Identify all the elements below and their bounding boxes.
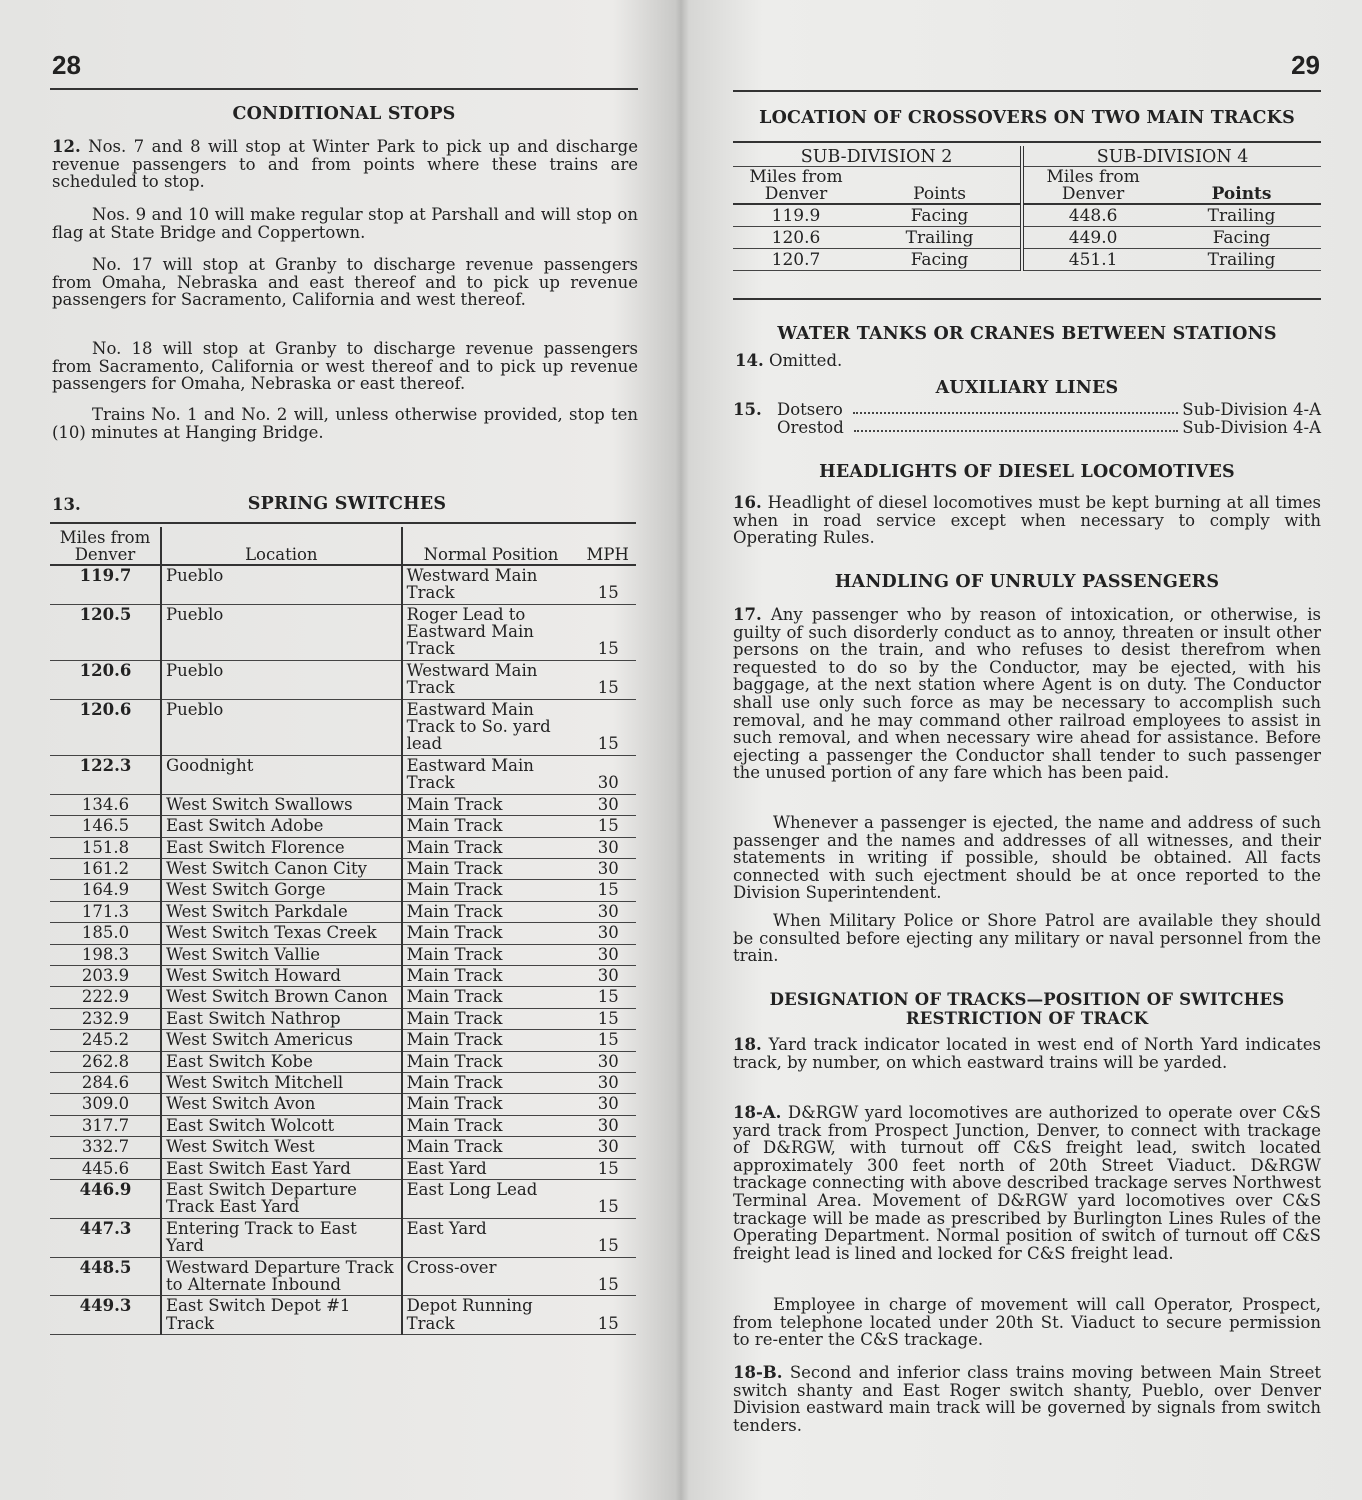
rule-17-paragraph-3: When Military Police or Shore Patrol are available they should be consulted before ejecting any military or naval personnel from the train.: [733, 911, 1321, 966]
normal-position-cell: Westward Main Track: [402, 660, 580, 699]
miles-cell: 449.3: [50, 1296, 161, 1335]
location-cell: West Switch Gorge: [161, 880, 402, 901]
location-cell: West Switch Vallie: [161, 944, 402, 965]
mph-cell: 15: [579, 1296, 636, 1335]
normal-position-cell: Main Track: [402, 794, 580, 815]
normal-position-cell: Main Track: [402, 1072, 580, 1093]
location-cell: East Switch East Yard: [161, 1158, 402, 1179]
miles-cell-sub2: 120.7: [733, 249, 859, 271]
miles-cell: 447.3: [50, 1218, 161, 1257]
table-row: [733, 227, 1321, 249]
location-cell: West Switch Brown Canon: [161, 987, 402, 1008]
miles-cell: 146.5: [50, 816, 161, 837]
mph-cell: 30: [579, 837, 636, 858]
location-cell: East Switch Adobe: [161, 816, 402, 837]
table-row: [50, 1072, 636, 1093]
points-cell-sub4: Facing: [1162, 227, 1321, 249]
miles-header-sub4: Miles from Denver: [1022, 167, 1162, 205]
normal-position-cell: Main Track: [402, 858, 580, 879]
table-row: [50, 858, 636, 879]
miles-cell: 232.9: [50, 1008, 161, 1029]
table-row: [733, 249, 1321, 271]
conditional-stops-heading: CONDITIONAL STOPS: [232, 104, 456, 124]
miles-cell: 120.6: [50, 660, 161, 699]
mph-cell: 30: [579, 1137, 636, 1158]
headlights-heading: HEADLIGHTS OF DIESEL LOCOMOTIVES: [819, 462, 1235, 482]
mph-cell: 30: [579, 965, 636, 986]
location-cell: West Switch Texas Creek: [161, 923, 402, 944]
normal-position-cell: Main Track: [402, 987, 580, 1008]
rule-12-paragraph-1: 12. Nos. 7 and 8 will stop at Winter Park to pick up and discharge revenue passengers to and from points where these trains are scheduled to stop.: [52, 137, 638, 192]
table-row: [50, 816, 636, 837]
normal-position-cell: Main Track: [402, 1094, 580, 1115]
rule-14-text: 14. Omitted.: [735, 351, 843, 370]
mph-cell: 30: [579, 1115, 636, 1136]
auxiliary-lines-heading: AUXILIARY LINES: [935, 378, 1119, 398]
crossover-bottom-rule: [733, 298, 1321, 300]
table-row: [50, 1115, 636, 1136]
location-cell: West Switch Howard: [161, 965, 402, 986]
mph-cell: 30: [579, 1072, 636, 1093]
crossovers-heading: LOCATION OF CROSSOVERS ON TWO MAIN TRACKS: [759, 108, 1295, 128]
mph-cell: 15: [579, 1008, 636, 1029]
mph-cell: 15: [579, 880, 636, 901]
miles-cell: 245.2: [50, 1030, 161, 1051]
table-row: [50, 1008, 636, 1029]
points-header-sub2: Points: [859, 167, 1022, 205]
miles-cell: 448.5: [50, 1257, 161, 1296]
col-position-header: Normal Position: [402, 527, 580, 565]
table-row: [50, 565, 636, 604]
miles-cell: 120.5: [50, 604, 161, 660]
miles-cell-sub4: 451.1: [1022, 249, 1162, 271]
rule-12-paragraph-3: No. 17 will stop at Granby to discharge revenue passengers from Omaha, Nebraska and east thereof and to pick up revenue passengers for Sacramento, California and west thereof.: [52, 255, 638, 310]
normal-position-cell: Main Track: [402, 837, 580, 858]
location-cell: East Switch Nathrop: [161, 1008, 402, 1029]
miles-cell-sub2: 119.9: [733, 204, 859, 227]
mph-cell: 30: [579, 794, 636, 815]
mph-cell: 15: [579, 1158, 636, 1179]
table-row: [50, 987, 636, 1008]
table-row: [50, 794, 636, 815]
table-top-rule: [50, 522, 636, 524]
col-location-header: Location: [161, 527, 402, 565]
miles-cell-sub4: 449.0: [1022, 227, 1162, 249]
normal-position-cell: Westward Main Track: [402, 565, 580, 604]
subdivision-header-row: [733, 146, 1321, 167]
location-cell: Entering Track to East Yard: [161, 1218, 402, 1257]
miles-cell: 284.6: [50, 1072, 161, 1093]
page-number: 29: [1291, 50, 1320, 80]
miles-cell: 119.7: [50, 565, 161, 604]
mph-cell: 15: [579, 987, 636, 1008]
miles-cell: 161.2: [50, 858, 161, 879]
location-cell: East Switch Kobe: [161, 1051, 402, 1072]
mph-cell: 15: [579, 660, 636, 699]
column-header-row: [733, 167, 1321, 205]
table-row: [50, 1180, 636, 1219]
normal-position-cell: Main Track: [402, 1008, 580, 1029]
rule-17-paragraph-2: Whenever a passenger is ejected, the name and address of such passenger and the names and addresses of all witnesses, and their statements in writing if possible, should be obtained. All facts connected with such ejectment should be at once reported to the Division Superintendent.: [733, 813, 1321, 903]
rule-12-paragraph-4: No. 18 will stop at Granby to discharge revenue passengers from Sacramento, California or west thereof and to pick up revenue passengers for Omaha, Nebraska or east thereof.: [52, 339, 638, 394]
miles-cell: 164.9: [50, 880, 161, 901]
col-mph-header: MPH: [579, 527, 636, 565]
points-cell-sub4: Trailing: [1162, 204, 1321, 227]
mph-cell: 15: [579, 699, 636, 755]
miles-cell: 332.7: [50, 1137, 161, 1158]
table-row: [50, 755, 636, 794]
auxiliary-line-orestod: Orestod Sub-Division 4-A: [777, 418, 1321, 437]
location-cell: East Switch Departure Track East Yard: [161, 1180, 402, 1219]
rule-18a-paragraph-2: Employee in charge of movement will call Operator, Prospect, from telephone located under 20th St. Viaduct to secure permission to re-enter the C&S trackage.: [733, 1295, 1321, 1350]
spring-switches-table: [50, 527, 636, 1335]
mph-cell: 30: [579, 858, 636, 879]
normal-position-cell: Eastward Main Track to So. yard lead: [402, 699, 580, 755]
normal-position-cell: Main Track: [402, 1137, 580, 1158]
rule-18a-paragraph-1: 18-A. D&RGW yard locomotives are authorized to operate over C&S yard track from Prospect Junction, Denver, to connect with trackage of D&RGW, with turnout off C&S freight lead, switch located approximately 300 feet north of 20th Street Viaduct. D&RGW trackage connecting with above described trackage serves Northwest Terminal Area. Movement of D&RGW yard locomotives over C&S trackage will be made as prescribed by Burlington Lines Rules of the Operating Department. Normal position of switch of turnout off C&S freight lead is lined and locked for C&S freight lead.: [733, 1103, 1321, 1263]
spring-switches-heading: SPRING SWITCHES: [247, 494, 447, 514]
table-row: [50, 923, 636, 944]
mph-cell: 15: [579, 1030, 636, 1051]
location-cell: West Switch West: [161, 1137, 402, 1158]
crossover-top-rule: [733, 141, 1321, 143]
subdivision-2-header: SUB-DIVISION 2: [733, 146, 1022, 167]
miles-cell: 446.9: [50, 1180, 161, 1219]
leader-dots: [854, 419, 1179, 432]
header-rule: [733, 90, 1321, 92]
designation-heading-1: DESIGNATION OF TRACKS—POSITION OF SWITCHES: [769, 990, 1285, 1009]
location-cell: East Switch Depot #1 Track: [161, 1296, 402, 1335]
points-cell-sub4: Trailing: [1162, 249, 1321, 271]
normal-position-cell: Cross-over: [402, 1257, 580, 1296]
table-row: [50, 1257, 636, 1296]
table-row: [733, 204, 1321, 227]
mph-cell: 15: [579, 604, 636, 660]
rule-12-paragraph-2: Nos. 9 and 10 will make regular stop at Parshall and will stop on flag at State Bridge and Coppertown.: [52, 205, 638, 242]
location-cell: West Switch Canon City: [161, 858, 402, 879]
normal-position-cell: East Yard: [402, 1218, 580, 1257]
mph-cell: 30: [579, 1094, 636, 1115]
mph-cell: 30: [579, 944, 636, 965]
mph-cell: 30: [579, 755, 636, 794]
rule-17-paragraph-1: 17. Any passenger who by reason of intoxication, or otherwise, is guilty of such disorderly conduct as to annoy, threaten or insult other persons on the train, and who refuses to desist therefrom when requested to do so by the Conductor, may be ejected, with his baggage, at the next station where Agent is on duty. The Conductor shall use only such force as may be necessary to accomplish such removal, and he may command other railroad employees to assist in such removal, and when necessary wire ahead for assistance. Before ejecting a passenger the Conductor shall tender to such passenger the unused portion of any fare which has been paid.: [733, 605, 1321, 783]
table-row: [50, 901, 636, 922]
miles-cell-sub4: 448.6: [1022, 204, 1162, 227]
mph-cell: 15: [579, 1180, 636, 1219]
miles-cell: 122.3: [50, 755, 161, 794]
miles-cell: 134.6: [50, 794, 161, 815]
table-header-row: [50, 527, 636, 565]
mph-cell: 30: [579, 923, 636, 944]
miles-cell: 120.6: [50, 699, 161, 755]
location-cell: Pueblo: [161, 565, 402, 604]
location-cell: Goodnight: [161, 755, 402, 794]
table-row: [50, 1030, 636, 1051]
table-row: [50, 1218, 636, 1257]
normal-position-cell: Eastward Main Track: [402, 755, 580, 794]
table-row: [50, 837, 636, 858]
miles-cell: 185.0: [50, 923, 161, 944]
miles-cell: 222.9: [50, 987, 161, 1008]
table-row: [50, 965, 636, 986]
miles-cell: 262.8: [50, 1051, 161, 1072]
table-row: [50, 604, 636, 660]
table-row: [50, 1094, 636, 1115]
miles-header-sub2: Miles from Denver: [733, 167, 859, 205]
miles-cell: 198.3: [50, 944, 161, 965]
mph-cell: 30: [579, 1051, 636, 1072]
page-number: 28: [52, 50, 81, 80]
location-cell: East Switch Florence: [161, 837, 402, 858]
mph-cell: 15: [579, 816, 636, 837]
location-cell: West Switch Swallows: [161, 794, 402, 815]
points-cell-sub2: Facing: [859, 204, 1022, 227]
table-row: [50, 944, 636, 965]
rule-18-text: 18. Yard track indicator located in west end of North Yard indicates track, by number, on which eastward trains will be yarded.: [733, 1035, 1321, 1072]
header-rule: [50, 88, 638, 90]
mph-cell: 15: [579, 1218, 636, 1257]
normal-position-cell: Main Track: [402, 1051, 580, 1072]
miles-cell: 171.3: [50, 901, 161, 922]
col-miles-header: Miles from Denver: [50, 527, 161, 565]
location-cell: Pueblo: [161, 604, 402, 660]
miles-cell: 445.6: [50, 1158, 161, 1179]
miles-cell: 151.8: [50, 837, 161, 858]
crossovers-table: [733, 146, 1321, 271]
table-row: [50, 1051, 636, 1072]
normal-position-cell: Main Track: [402, 923, 580, 944]
table-row: [50, 1296, 636, 1335]
table-row: [50, 1158, 636, 1179]
points-cell-sub2: Trailing: [859, 227, 1022, 249]
mph-cell: 15: [579, 1257, 636, 1296]
normal-position-cell: Main Track: [402, 944, 580, 965]
location-cell: West Switch Mitchell: [161, 1072, 402, 1093]
location-cell: West Switch Americus: [161, 1030, 402, 1051]
rule-number: 12.: [52, 137, 81, 156]
miles-cell-sub2: 120.6: [733, 227, 859, 249]
normal-position-cell: Main Track: [402, 1115, 580, 1136]
designation-heading-2: RESTRICTION OF TRACK: [905, 1009, 1149, 1028]
table-row: [50, 699, 636, 755]
points-cell-sub2: Facing: [859, 249, 1022, 271]
table-row: [50, 880, 636, 901]
mph-cell: 15: [579, 565, 636, 604]
normal-position-cell: Main Track: [402, 880, 580, 901]
miles-cell: 317.7: [50, 1115, 161, 1136]
normal-position-cell: Main Track: [402, 1030, 580, 1051]
normal-position-cell: Main Track: [402, 965, 580, 986]
normal-position-cell: Depot Running Track: [402, 1296, 580, 1335]
location-cell: Pueblo: [161, 699, 402, 755]
right-page: [681, 0, 1362, 1500]
mph-cell: 30: [579, 901, 636, 922]
rule-12-paragraph-5: Trains No. 1 and No. 2 will, unless otherwise provided, stop ten (10) minutes at Hanging Bridge.: [52, 405, 638, 442]
rule-16-text: 16. Headlight of diesel locomotives must be kept burning at all times when in road service except when necessary to comply with Operating Rules.: [733, 493, 1321, 548]
normal-position-cell: Main Track: [402, 901, 580, 922]
unruly-passengers-heading: HANDLING OF UNRULY PASSENGERS: [834, 572, 1220, 592]
normal-position-cell: Roger Lead to Eastward Main Track: [402, 604, 580, 660]
leader-dots: [853, 401, 1178, 414]
normal-position-cell: East Long Lead: [402, 1180, 580, 1219]
table-row: [50, 660, 636, 699]
table-row: [50, 1137, 636, 1158]
normal-position-cell: Main Track: [402, 816, 580, 837]
points-header-sub4: Points: [1162, 167, 1321, 205]
rule-13-number: 13.: [52, 495, 81, 514]
rule-18b-text: 18-B. Second and inferior class trains moving between Main Street switch shanty and East Roger switch shanty, Pueblo, over Denver Division eastward main track will be governed by signals from switch tenders.: [733, 1363, 1321, 1435]
location-cell: West Switch Parkdale: [161, 901, 402, 922]
location-cell: Pueblo: [161, 660, 402, 699]
water-tanks-heading: WATER TANKS OR CRANES BETWEEN STATIONS: [777, 324, 1277, 344]
location-cell: East Switch Wolcott: [161, 1115, 402, 1136]
subdivision-4-header: SUB-DIVISION 4: [1022, 146, 1321, 167]
miles-cell: 203.9: [50, 965, 161, 986]
normal-position-cell: East Yard: [402, 1158, 580, 1179]
location-cell: West Switch Avon: [161, 1094, 402, 1115]
auxiliary-line-dotsero: 15. Dotsero Sub-Division 4-A: [733, 400, 1321, 419]
location-cell: Westward Departure Track to Alternate Inbound: [161, 1257, 402, 1296]
miles-cell: 309.0: [50, 1094, 161, 1115]
